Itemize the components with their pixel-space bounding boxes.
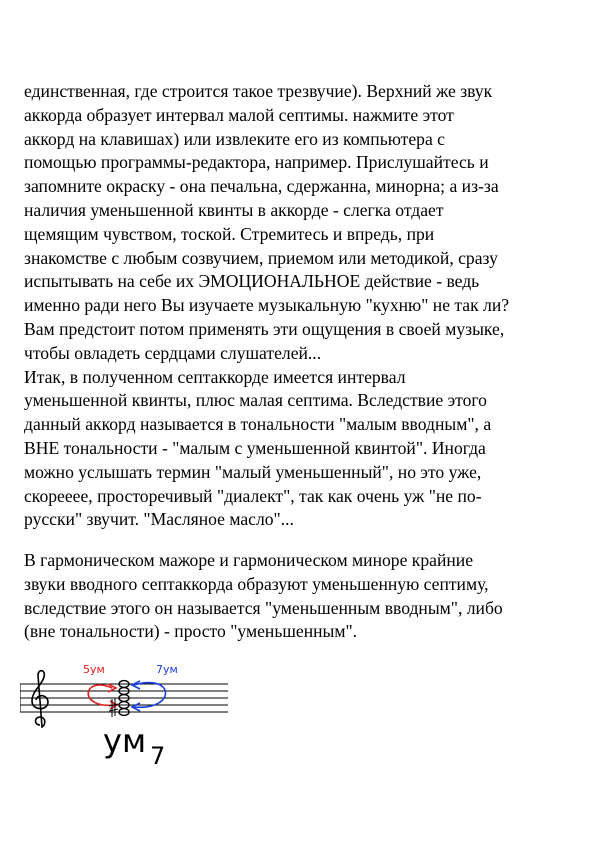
text-line: щемящим чувством, тоской. Стремитесь и впредь, при: [24, 223, 435, 244]
chord-subscript: 7: [150, 742, 166, 770]
text-line: русски" звучит. "Масляное масло"...: [24, 509, 294, 530]
interval-label-right: 7ум: [156, 663, 178, 676]
text-line: звуки вводного септаккорда образуют уменьшенную септиму,: [24, 573, 489, 594]
text-line: чтобы овладеть сердцами слушателей...: [24, 342, 322, 363]
text-line: Вам предстоит потом применять эти ощущения в своей музыке,: [24, 318, 505, 339]
text-line: Итак, в полученном септаккорде имеется интервал: [24, 366, 406, 387]
text-line: скорееее, просторечивый "диалект", так как очень уж "не по-: [24, 485, 482, 506]
text-line: уменьшенной квинты, плюс малая септима. Вследствие этого: [24, 390, 487, 411]
text-line: знакомстве с любым созвучием, приемом или методикой, сразу: [24, 247, 498, 268]
text-line: единственная, где строится такое трезвучие). Верхний же звук: [24, 81, 493, 101]
text-line: наличия уменьшенной квинты в аккорде - слегка отдает: [24, 199, 444, 220]
blue-arc-arrow-icon: [132, 681, 166, 711]
text-line: именно ради него Вы изучаете музыкальную "кухню" не так ли?: [24, 295, 510, 316]
text-line: вследствие этого он называется "уменьшенным вводным", либо: [24, 597, 503, 618]
text-line: ВНЕ тональности - "малым с уменьшенной квинтой". Иногда: [24, 437, 486, 458]
paragraph-harmonic: [24, 549, 576, 644]
text-line: можно услышать термин "малый уменьшенный", но это уже,: [24, 461, 482, 482]
body-text: [24, 80, 576, 532]
text-line: В гармоническом мажоре и гармоническом миноре крайние: [24, 550, 474, 570]
text-line: (вне тональности) - просто "уменьшенным".: [24, 621, 358, 642]
text-line: испытывать на себе их ЭМОЦИОНАЛЬНОЕ действие - ведь: [24, 271, 480, 292]
text-line: аккорда образует интервал малой септимы. нажмите этот: [24, 104, 454, 125]
treble-clef-icon: [32, 671, 48, 727]
text-line: данный аккорд называется в тональности "малым вводным", а: [24, 414, 492, 435]
chord-symbol: ум: [103, 722, 147, 760]
text-line: помощью программы-редактора, например. Прислушайтесь и: [24, 152, 489, 173]
text-line: запомните окраску - она печальна, сдержанна, минорна; а из-за: [24, 176, 499, 197]
interval-label-left: 5ум: [83, 663, 105, 676]
text-line: аккорд на клавишах) или извлеките его из компьютера с: [24, 128, 445, 149]
